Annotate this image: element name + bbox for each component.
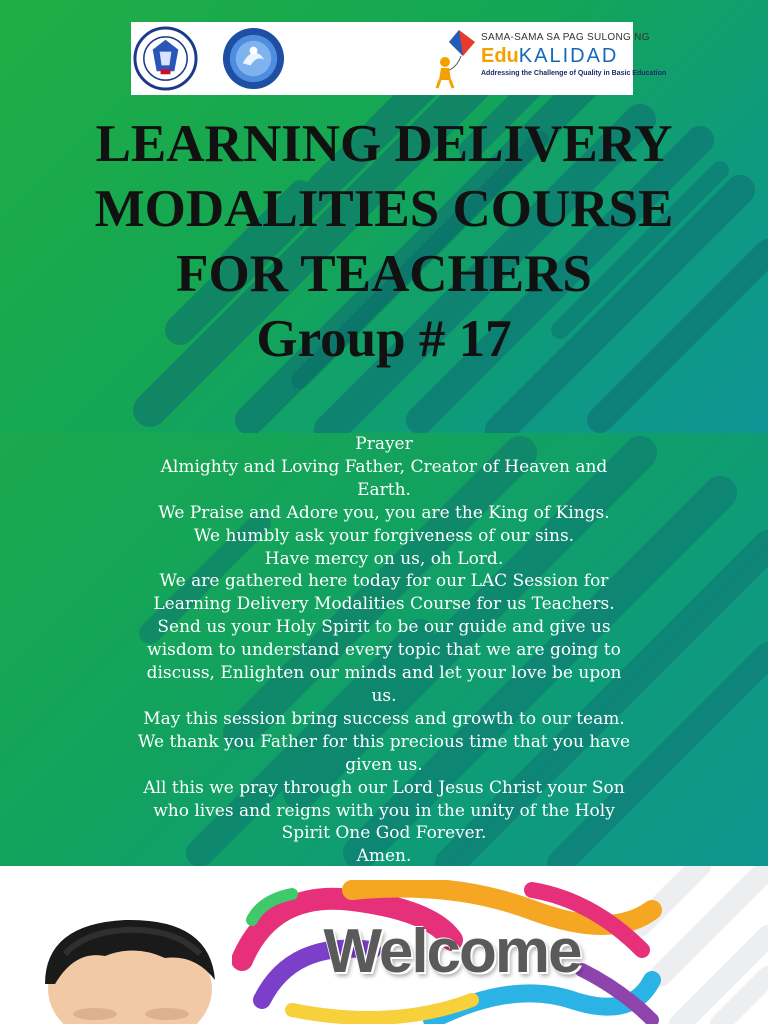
prayer-line: Send us your Holy Spirit to be our guide and give us <box>157 617 611 638</box>
edukalidad-brand <box>481 45 618 68</box>
welcome-slide <box>0 866 768 1024</box>
prayer-line: We humbly ask your forgiveness of our sins. <box>193 525 575 546</box>
prayer-line: who lives and reigns with you in the unity of the Holy <box>153 800 615 821</box>
prayer-line: Learning Delivery Modalities Course for us Teachers. <box>153 594 615 615</box>
prayer-slide <box>0 433 768 866</box>
logo-bar <box>131 22 667 95</box>
prayer-line: Spirit One God Forever. <box>281 823 487 844</box>
edukalidad-brand-edu: Edu <box>481 45 519 67</box>
prayer-amen: Amen. <box>356 846 412 866</box>
prayer-heading: Prayer <box>355 434 413 454</box>
prayer-line: All this we pray through our Lord Jesus Christ your Son <box>143 777 625 798</box>
region-seal-icon <box>221 26 286 91</box>
prayer-line: discuss, Enlighten our minds and let your love be upon <box>146 663 622 684</box>
kite-child-icon <box>431 28 481 90</box>
prayer-line: We Praise and Adore you, you are the King of Kings. <box>158 502 610 523</box>
welcome-graphic <box>232 880 662 1024</box>
edukalidad-brand-kalidad: KALIDAD <box>518 45 619 67</box>
prayer-line: May this session bring success and growth to our team. <box>143 708 625 729</box>
title-slide <box>0 0 768 433</box>
title-line-3: FOR TEACHERS <box>176 245 592 303</box>
prayer-line: We thank you Father for this precious time that you have <box>137 731 631 752</box>
prayer-line: us. <box>371 685 397 706</box>
title-line-1: LEARNING DELIVERY <box>95 115 673 173</box>
prayer-line: We are gathered here today for our LAC Session for <box>159 571 609 592</box>
page-title <box>0 112 768 372</box>
prayer-line: given us. <box>345 754 423 775</box>
avatar <box>25 914 235 1024</box>
edukalidad-logo <box>431 28 667 90</box>
deped-seal-icon <box>133 26 198 91</box>
prayer-line: Almighty and Loving Father, Creator of Heaven and <box>160 456 608 477</box>
prayer-line: wisdom to understand every topic that we are going to <box>147 640 621 661</box>
prayer-line: Have mercy on us, oh Lord. <box>264 548 504 569</box>
edukalidad-tagline: SAMA-SAMA SA PAG SULONG NG <box>481 32 650 43</box>
prayer-text <box>40 433 728 866</box>
welcome-word: Welcome <box>323 917 581 986</box>
title-line-4: Group # 17 <box>256 310 512 368</box>
prayer-line: Earth. <box>357 479 411 500</box>
title-line-2: MODALITIES COURSE <box>94 180 674 238</box>
edukalidad-subtitle: Addressing the Challenge of Quality in Basic Education <box>481 70 667 77</box>
